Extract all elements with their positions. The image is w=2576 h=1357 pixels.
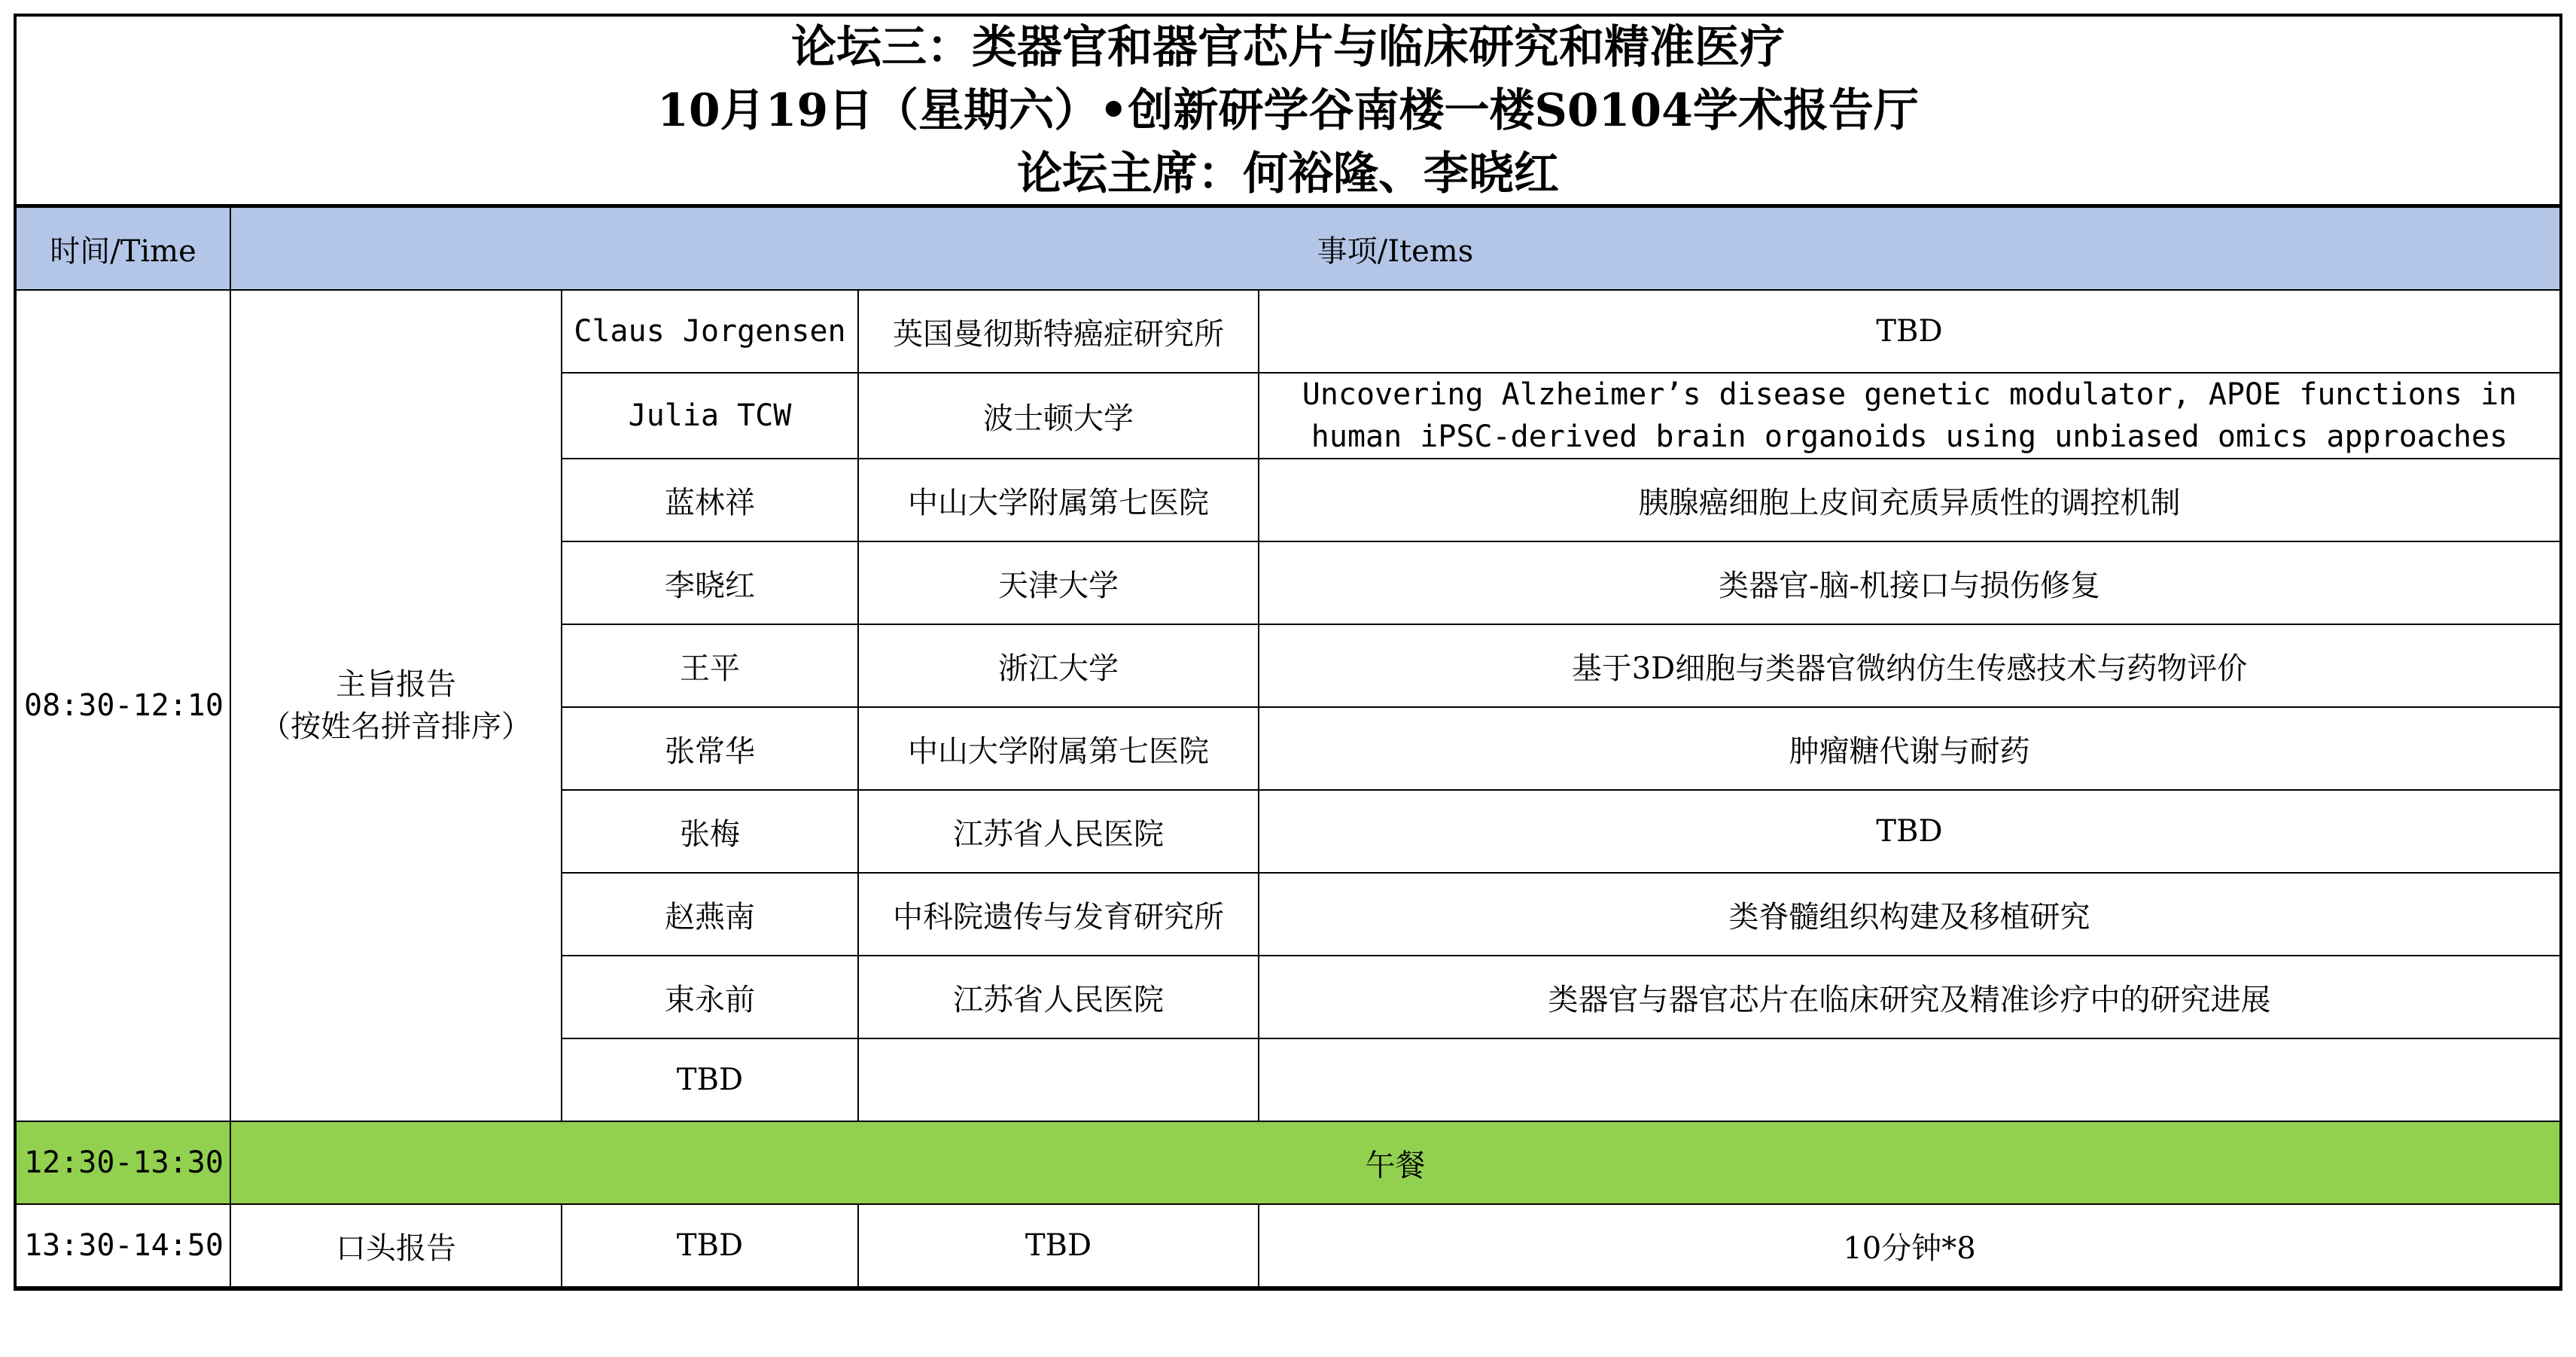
speaker-name: 李晓红 <box>562 541 858 624</box>
speaker-affiliation: 江苏省人民医院 <box>858 790 1259 873</box>
speaker-name: 王平 <box>562 624 858 707</box>
talk-topic: 肿瘤糖代谢与耐药 <box>1259 707 2559 790</box>
speaker-affiliation: 英国曼彻斯特癌症研究所 <box>858 290 1259 373</box>
forum-chairs: 论坛主席：何裕隆、李晓红 <box>1017 147 1559 200</box>
session-subtitle: （按姓名拼音排序） <box>260 709 531 744</box>
speaker-name: TBD <box>562 1038 858 1121</box>
speaker-affiliation: 中山大学附属第七医院 <box>858 707 1259 790</box>
talk-row <box>17 290 2559 373</box>
talk-topic: 类器官与器官芯片在临床研究及精准诊疗中的研究进展 <box>1259 956 2559 1038</box>
session-title: 主旨报告 <box>336 667 456 702</box>
lunch-time: 12:30-13:30 <box>17 1121 230 1204</box>
speaker-affiliation: 波士顿大学 <box>858 373 1259 459</box>
oral-speaker: TBD <box>562 1204 858 1287</box>
schedule-table <box>17 208 2559 1288</box>
morning-time: 08:30-12:10 <box>17 290 230 1121</box>
talk-topic: 类脊髓组织构建及移植研究 <box>1259 873 2559 956</box>
speaker-affiliation: 天津大学 <box>858 541 1259 624</box>
lunch-row <box>17 1121 2559 1204</box>
speaker-name: Claus Jorgensen <box>562 290 858 373</box>
oral-affiliation: TBD <box>858 1204 1259 1287</box>
header-row <box>17 208 2559 290</box>
talk-topic: 基于3D细胞与类器官微纳仿生传感技术与药物评价 <box>1259 624 2559 707</box>
speaker-name: 蓝林祥 <box>562 459 858 541</box>
keynote-session-label <box>230 290 562 1121</box>
speaker-affiliation: 中山大学附属第七医院 <box>858 459 1259 541</box>
morning-session <box>17 290 2559 1121</box>
title-block <box>17 17 2559 208</box>
forum-date-venue: 10月19日（星期六）•创新研学谷南楼一楼S0104学术报告厅 <box>657 84 1919 137</box>
speaker-name: 束永前 <box>562 956 858 1038</box>
speaker-name: Julia TCW <box>562 373 858 459</box>
speaker-affiliation <box>858 1038 1259 1121</box>
speaker-affiliation: 江苏省人民医院 <box>858 956 1259 1038</box>
oral-session-label: 口头报告 <box>230 1204 562 1287</box>
talk-topic: 类器官-脑-机接口与损伤修复 <box>1259 541 2559 624</box>
oral-topic: 10分钟*8 <box>1259 1204 2559 1287</box>
talk-topic: 胰腺癌细胞上皮间充质异质性的调控机制 <box>1259 459 2559 541</box>
talk-topic: TBD <box>1259 290 2559 373</box>
talk-topic <box>1259 1038 2559 1121</box>
header-items: 事项/Items <box>230 208 2559 290</box>
forum-title: 论坛三：类器官和器官芯片与临床研究和精准医疗 <box>791 20 1785 74</box>
speaker-affiliation: 浙江大学 <box>858 624 1259 707</box>
speaker-affiliation: 中科院遗传与发育研究所 <box>858 873 1259 956</box>
speaker-name: 赵燕南 <box>562 873 858 956</box>
schedule-frame <box>14 14 2562 1291</box>
talk-topic: Uncovering Alzheimer’s disease genetic modulator, APOE functions in human iPSC-derived brain organoids using unbiased omics approaches <box>1259 373 2559 459</box>
speaker-name: 张常华 <box>562 707 858 790</box>
oral-row <box>17 1204 2559 1287</box>
oral-time: 13:30-14:50 <box>17 1204 230 1287</box>
header-time: 时间/Time <box>17 208 230 290</box>
page-bottom-margin <box>14 1307 2562 1352</box>
speaker-name: 张梅 <box>562 790 858 873</box>
lunch-label: 午餐 <box>230 1121 2559 1204</box>
talk-topic: TBD <box>1259 790 2559 873</box>
